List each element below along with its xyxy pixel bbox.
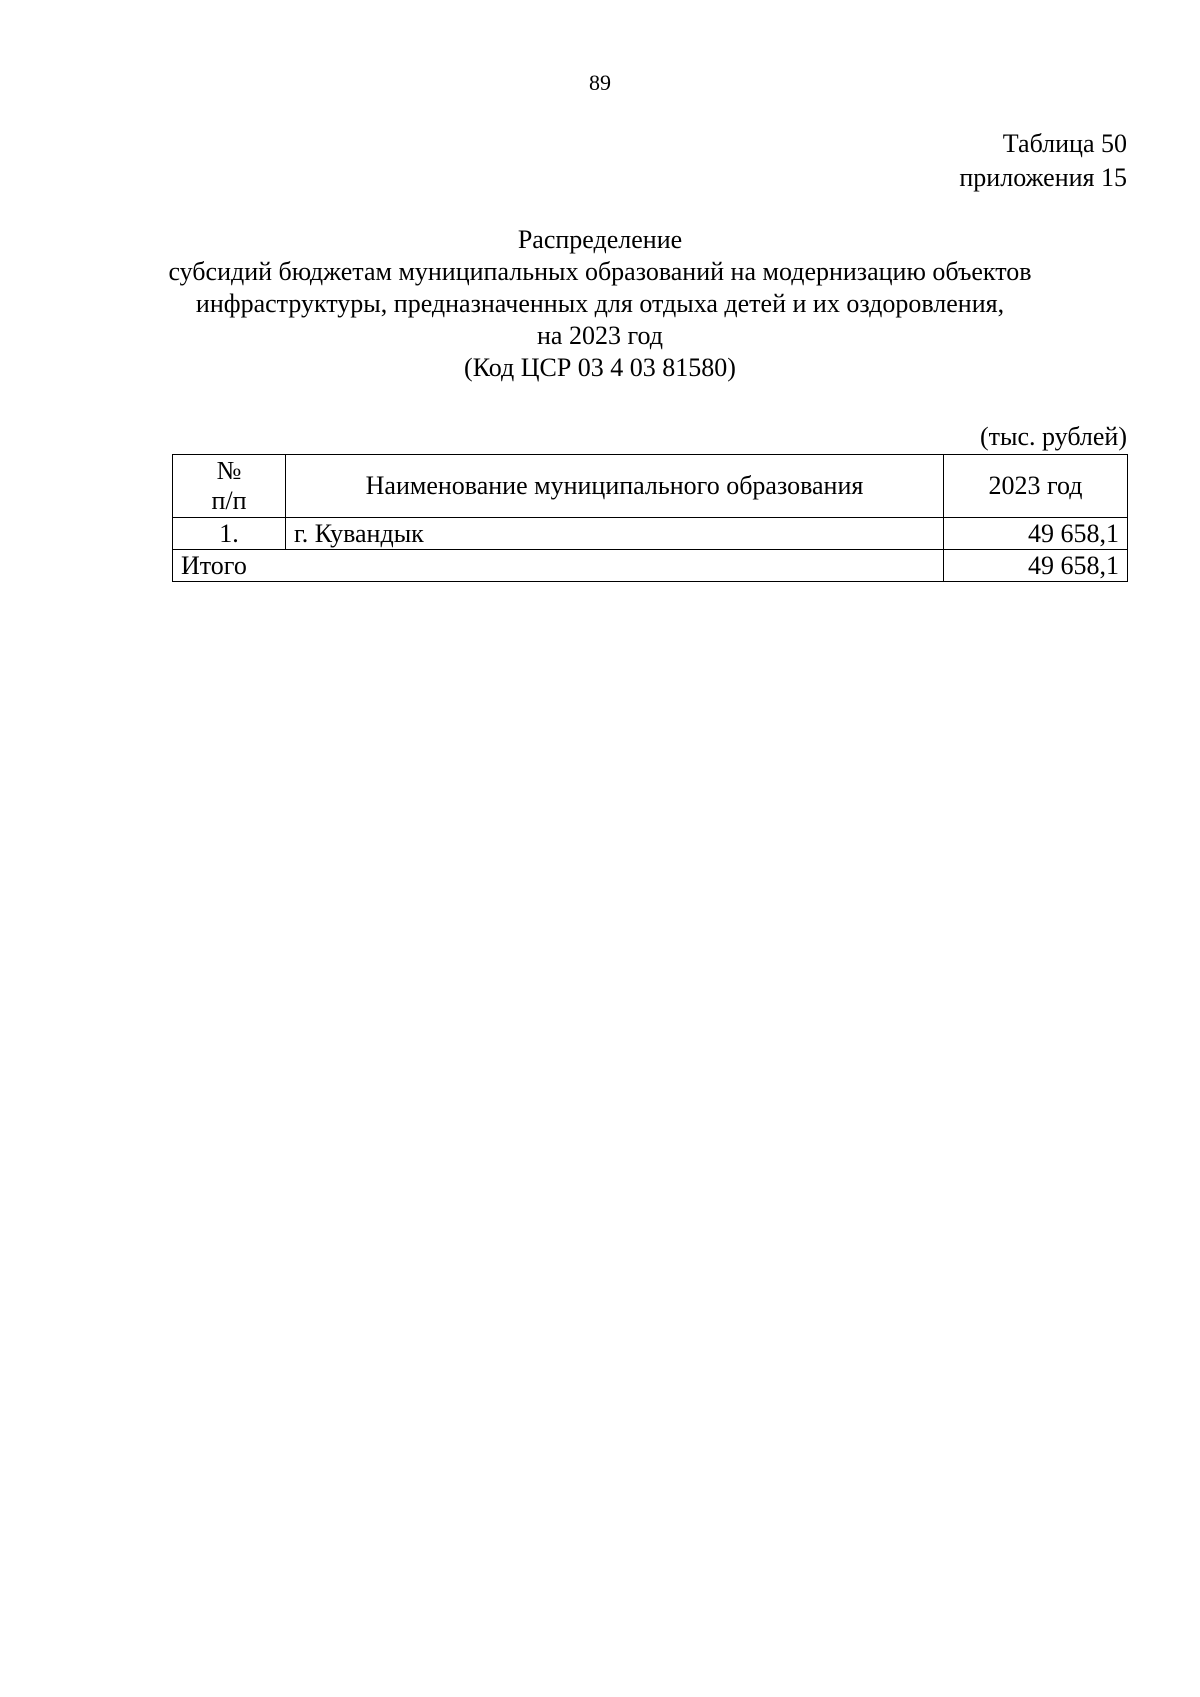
total-label: Итого xyxy=(173,550,944,582)
header-name: Наименование муниципального образования xyxy=(285,455,943,518)
total-value: 49 658,1 xyxy=(944,550,1128,582)
heading-line: на 2023 год xyxy=(537,321,663,350)
header-year: 2023 год xyxy=(944,455,1128,518)
table-row xyxy=(173,518,1128,550)
header-number xyxy=(173,455,286,518)
page-number: 89 xyxy=(589,70,611,95)
header-number-line2: п/п xyxy=(211,486,247,515)
row-number: 1. xyxy=(173,518,286,550)
table-reference-line: Таблица 50 xyxy=(1002,129,1127,158)
table-reference-line: приложения 15 xyxy=(959,163,1127,192)
document-heading xyxy=(160,224,1040,384)
distribution-table xyxy=(172,454,1128,582)
table-reference xyxy=(959,127,1127,195)
heading-code: (Код ЦСР 03 4 03 81580) xyxy=(464,353,736,382)
total-row xyxy=(173,550,1128,582)
units-label: (тыс. рублей) xyxy=(979,422,1127,451)
table-header-row xyxy=(173,455,1128,518)
row-value: 49 658,1 xyxy=(944,518,1128,550)
row-municipality: г. Кувандык xyxy=(285,518,943,550)
header-number-line1: № xyxy=(216,456,242,485)
heading-line: инфраструктуры, предназначенных для отдыха детей и их оздоровления, xyxy=(195,289,1005,318)
heading-title: Распределение xyxy=(517,225,683,254)
heading-line: субсидий бюджетам муниципальных образований на модернизацию объектов xyxy=(168,257,1032,286)
